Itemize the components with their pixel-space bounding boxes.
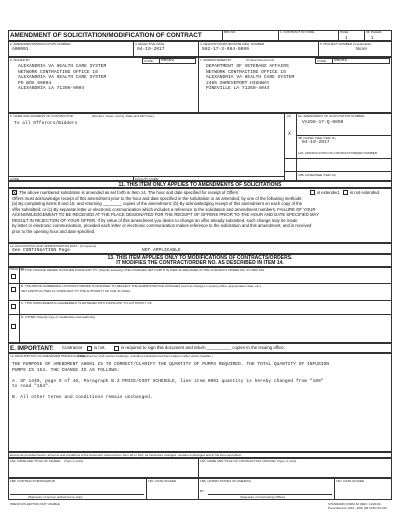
previous-edition-note: PREVIOUS EDITION NOT USABLE	[10, 502, 60, 506]
requisition-number[interactable]: 502-17-3-064-0099	[202, 47, 249, 52]
admin-code[interactable]: 00502	[334, 58, 348, 63]
of-pages-number: 1	[371, 34, 374, 40]
effective-date-label: 3. EFFECTIVE DATE	[135, 41, 165, 46]
admin-line-4: 2495 SHREVEPORT HIGHWAY	[206, 80, 270, 86]
issued-code[interactable]: 00502	[161, 58, 175, 63]
item-10a-label: 10A. MODIFICATION OF CONTRACT/ORDER NUMBER	[298, 150, 378, 155]
not-extended-checkbox[interactable]	[343, 190, 348, 195]
by-label: BY	[200, 488, 205, 493]
description-line-4: A. SF 1449, page 5 of 46, Paragraph B.3 PRICE/COST SCHEDULE, line item 0001 quantity is hereby changed from "100"	[12, 378, 324, 384]
except-text: Except as provided herein, all terms and conditions of the document referenced in Item 9A or 10A, as heretofore changed, remains unchanged and in full force and effect.	[10, 452, 242, 457]
usa-label: 16B. UNITED STATES OF AMERICA	[200, 478, 252, 483]
admin-line-2: NETWORK CONTRACTING OFFICE 16	[206, 69, 286, 75]
item-13b-text-2: SET FORTH IN ITEM 14, PURSUANT TO THE AUTHORITY OF FAR 43.103(b).	[21, 289, 132, 293]
admin-code-label: CODE	[317, 58, 326, 63]
item-9a-value[interactable]: VA256-17-Q-0890	[302, 120, 344, 125]
amendment-number[interactable]: A00001	[12, 47, 29, 52]
contracting-officer-signature-caption: (Signature of Contracting Officer)	[240, 495, 286, 499]
item-13a-checkbox[interactable]	[11, 274, 16, 279]
item-13a-text: A. THIS CHANGE ORDER IS ISSUED PURSUANT TO: (Specify authority) THE CHANGES SET FORTH IN ITEM 14 ARE MADE IN THE CONTRACT ORDER NO. IN ITEM 10A.	[21, 267, 266, 272]
x-marker-label: (X)	[287, 114, 292, 118]
contractor-note: (Number, street, county, State and ZIP Code)	[92, 113, 154, 118]
issued-line-1: ALEXANDRIA VA HEALTH CARE SYSTEM	[18, 64, 107, 69]
admin-line-3: ALEXANDRIA VA HEALTH CARE SYSTEM	[206, 75, 295, 80]
contractor-signature-caption: (Signature of person authorized to sign)	[28, 495, 83, 499]
item-12-label: 12. ACCOUNTING AND APPROPRIATION DATA	[10, 243, 78, 248]
item-14-label: 14. DESCRIPTION OF AMENDMENT/MODIFICATION	[10, 353, 86, 358]
important-is-not-label: is not,	[94, 345, 106, 350]
code-label: CODE	[10, 176, 19, 181]
requisition-label: 4. REQUISITION/PURCHASE REQ. NUMBER	[200, 41, 265, 46]
item-10b-label: 10B. DATED	[298, 173, 316, 177]
contractor-is-not-checkbox[interactable]	[87, 346, 92, 351]
solicitation-amended-checkbox[interactable]: X	[13, 189, 17, 195]
description-line-7: B. All other terms and conditions remain unchanged.	[12, 395, 153, 400]
issued-by-label: 6. ISSUED BY	[10, 58, 30, 62]
item-13b-text-1: B. THE ABOVE NUMBERED CONTRACT/ORDER IS MODIFIED TO REFLECT THE ADMINISTRATIVE CHANGES (such as changes in paying office, appropriation date, etc.)	[21, 284, 262, 288]
item-13-heading-1: 13. THIS ITEM APPLIES ONLY TO MODIFICATIONS OF CONTRACTS/ORDERS.	[107, 254, 293, 261]
contracting-officer-name-label: 16A. NAME AND TITLE OF CONTRACTING OFFICER	[200, 458, 276, 463]
important-label: E. IMPORTANT:	[10, 345, 54, 352]
description-line-2: PUMPS IS 154. THE CHANGE IS AS FOLLOWS:	[12, 367, 120, 373]
item-13c-checkbox[interactable]	[11, 304, 16, 309]
item-11-line-2: Offers must acknowledge receipt of this amendment prior to the hour and date specified in the solicitation or as amended, by one of the following methods:	[12, 195, 303, 201]
signer-name-label: 15A. NAME AND TITLE OF SIGNER	[10, 458, 61, 463]
signer-name-note: (Type or print)	[64, 458, 84, 463]
page-number: 1	[345, 34, 348, 40]
accounting-data-value-1[interactable]: See CONTINUATION Page	[12, 247, 70, 253]
description-line-1: THE PURPOSE OF AMENDMENT A0001 IS TO CORRECT/CLARIFY THE QUANTITY OF PUMPS REQUIRED. THE TOTAL QUANTITY OF INFUSION	[12, 362, 330, 367]
contractor-label: 8. NAME AND ADDRESS OF CONTRACTOR	[10, 113, 74, 118]
issued-line-3: ALEXANDRIA VA HEALTH CARE SYSTEM	[18, 75, 107, 80]
contract-id-label: 1. CONTRACT ID CODE	[280, 30, 315, 34]
issued-line-4: PO BOX 69004	[18, 80, 52, 86]
item-13b-checkbox[interactable]	[11, 287, 16, 292]
item-13c-text: C. THIS SUPPLEMENTAL AGREEMENT IS ENTERED INTO PURSUANT TO AUTHORITY OF:	[21, 301, 153, 305]
contractor-value[interactable]: To all Offerors/Bidders	[14, 121, 78, 126]
contractor-is-checkbox[interactable]	[114, 346, 119, 351]
item-9b-note: (SEE ITEM 11)	[315, 135, 336, 140]
bpa-label: BPA NO.	[224, 30, 237, 34]
officer-date-signed-label: 16C. DATE SIGNED	[336, 478, 365, 483]
description-line-5: to read "154".	[12, 384, 51, 389]
item-9a-label: 9A. AMENDMENT OF SOLICITATION NUMBER	[298, 113, 365, 118]
contracting-officer-name-note: (Type or print)	[277, 458, 297, 463]
item-10b-note: (SEE ITEM 13)	[315, 173, 336, 177]
administered-by-label: 7. ADMINISTERED BY	[200, 58, 232, 62]
facility-code-label: FACILITY CODE	[135, 176, 159, 181]
contractor-offeror-label: 15B. CONTRACTOR/OFFEROR	[10, 478, 55, 483]
project-number[interactable]: None	[356, 47, 368, 52]
form-title: AMENDMENT OF SOLICITATION/MODIFICATION OF CONTRACT	[10, 32, 202, 39]
item-11-line-1: The above numbered solicitation is amended as set forth in Item 14. The hour and date specified for receipt of Offers	[19, 190, 239, 195]
contractor-date-signed-label: 15C. DATE SIGNED	[148, 478, 177, 483]
extended-label: is extended,	[317, 190, 340, 195]
administered-by-note: (If other than Item 6)	[246, 58, 275, 62]
admin-line-1: DEPARTMENT OF VETERANS AFFAIRS	[206, 64, 289, 69]
important-contractor-label: Contractor	[62, 345, 83, 350]
item-11-line-8: prior to the opening hour and date specified.	[12, 228, 96, 234]
of-pages-label: OF PAGES	[366, 30, 382, 34]
item-11-line-3: (a) By completing Items 8 and 15, and returning ________ copies of the amendment; (b) By acknowledging receipt of this amendment on each copy of the	[12, 201, 303, 206]
issued-line-5: ALEXANDRIA LA 71306-9004	[18, 86, 85, 91]
amendment-number-label: 2. AMENDMENT/MODIFICATION NUMBER	[10, 41, 71, 46]
item-11-heading: 11. THIS ITEM ONLY APPLIES TO AMENDMENTS OF SOLICITATIONS	[118, 181, 282, 188]
prescribed-by-label: Prescribed by GSA - FAR (48 CFR) 53.243	[328, 506, 387, 510]
item-13d-text: D. OTHER (Specify type of modification and authority)	[21, 315, 96, 319]
effective-date[interactable]: 04-19-2017	[137, 47, 165, 52]
item-12-note: (If required)	[80, 243, 96, 248]
item-11-line-4: offer submitted; or (c) By separate letter or electronic communication which includes a reference to the solicitation and amendment numbers. FAILURE OF YOUR	[12, 206, 316, 212]
item-13d-checkbox[interactable]	[11, 324, 16, 329]
extended-checkbox[interactable]	[310, 190, 315, 195]
item-11-line-6: RESULT IN REJECTION OF YOUR OFFER. If by virtue of this amendment you desire to change an offer already submitted, such change may be made	[12, 217, 298, 223]
project-number-label: 5. PROJECT NUMBER (if applicable)	[320, 41, 372, 46]
item-13-heading-2: IT MODIFIES THE CONTRACT/ORDER NO. AS DESCRIBED IN ITEM 14.	[116, 260, 284, 266]
not-extended-label: is not extended.	[350, 190, 381, 195]
item-9b-value[interactable]: 04-19-2017	[302, 140, 330, 145]
standard-form-label: STANDARD FORM 30 (REV. 11/2016)	[328, 501, 381, 506]
admin-line-5: PINEVILLE LA 71360-4044	[206, 86, 270, 91]
item-14-note: (Organized by UCF section headings, including solicitation/contract subject matter where feasible.)	[78, 353, 213, 358]
item-9-x-mark[interactable]: X	[288, 131, 292, 137]
item-11-line-5: ACKNOWLEDGEMENT TO BE RECEIVED AT THE PLACE DESIGNATED FOR THE RECEIPT OF OFFERS PRIOR TO THE HOUR AND DATE SPECIFIED MAY	[12, 212, 319, 217]
check-one-label: CHECK ONE	[9, 268, 25, 271]
important-is-label: is required to sign this document and return __________ copies to the issuing office.	[121, 345, 285, 350]
issued-code-label: CODE	[144, 58, 153, 63]
issued-line-2: NETWORK CONTRACTING OFFICE 16	[18, 69, 98, 75]
item-11-line-7: by letter or electronic communication, provided each letter or electronic communication makes reference to the solicitation and this amendment, and is received	[12, 223, 312, 228]
item-9b-label: 9B. DATED	[298, 135, 314, 140]
page-label: PAGE	[340, 30, 349, 34]
accounting-data-value-2[interactable]: NOT APPLICABLE	[142, 247, 181, 253]
